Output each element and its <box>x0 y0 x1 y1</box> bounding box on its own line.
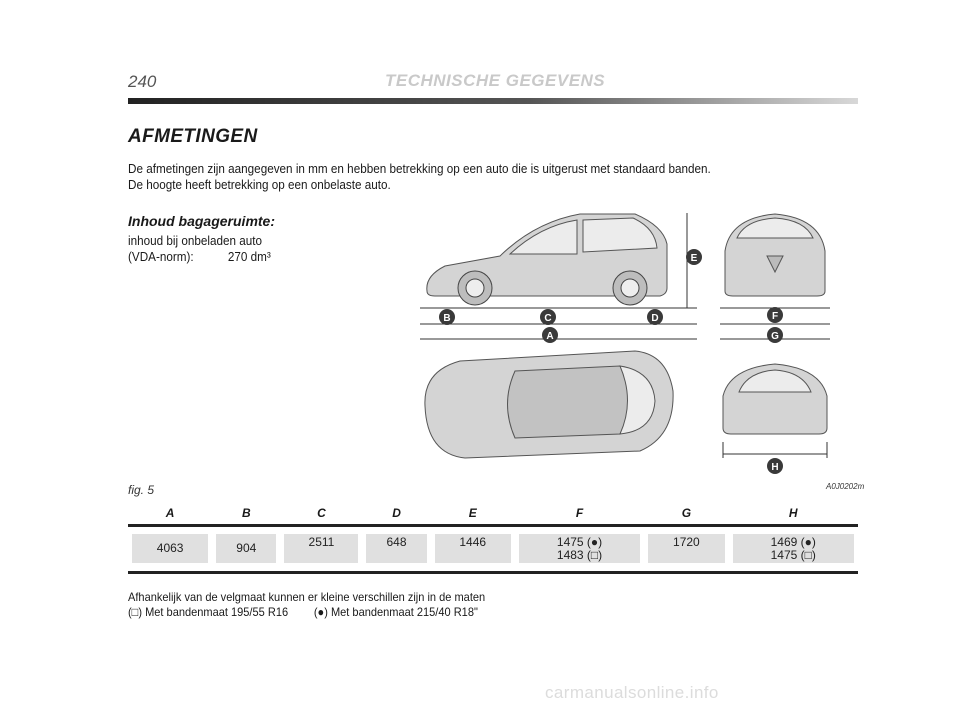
table-header-row <box>128 502 858 526</box>
dimensions-table <box>128 502 858 574</box>
front-view-car <box>725 214 825 296</box>
watermark: carmanualsonline.info <box>545 683 719 702</box>
bagage-value: 270 dm³ <box>227 249 271 264</box>
table-cell: 2511 <box>284 534 358 563</box>
col-header: A <box>128 502 212 526</box>
col-header: F <box>515 502 644 526</box>
footnote-line-1: Afhankelijk van de velgmaat kunnen er kleine verschillen zijn in de maten <box>128 590 486 604</box>
bagage-text <box>128 233 271 265</box>
footnote-r18: (●) Met bandenmaat 215/40 R18" <box>313 605 478 619</box>
col-header: B <box>212 502 280 526</box>
top-view-car <box>425 351 673 458</box>
footnote <box>128 590 485 620</box>
col-header: G <box>644 502 728 526</box>
marker-B <box>439 309 455 325</box>
intro-line-1: De afmetingen zijn aangegeven in mm en hebben betrekking op een auto die is uitgerust met standaard banden. <box>128 161 711 176</box>
bagage-heading: Inhoud bagageruimte: <box>128 213 275 229</box>
svg-text:A: A <box>546 331 554 342</box>
bagage-norm-label: (VDA-norm): <box>128 249 194 264</box>
footnote-r16: (□) Met bandenmaat 195/55 R16 <box>128 605 289 619</box>
rear-view-car <box>723 364 827 434</box>
page-number: 240 <box>128 72 157 91</box>
figure-label: fig. 5 <box>128 483 155 497</box>
table-cell: 4063 <box>132 534 208 563</box>
svg-text:F: F <box>771 311 779 322</box>
svg-text:D: D <box>651 313 659 324</box>
table-cell: 648 <box>366 534 426 563</box>
page-title: AFMETINGEN <box>128 126 258 147</box>
header-rule <box>128 98 858 104</box>
marker-G <box>767 327 783 343</box>
table-cell: 1469 (●) 1475 (□) <box>733 534 854 563</box>
col-header: C <box>280 502 362 526</box>
table-row <box>128 526 858 573</box>
svg-text:C: C <box>544 313 552 324</box>
table-cell: 1446 <box>435 534 511 563</box>
marker-H <box>767 458 783 474</box>
marker-D <box>647 309 663 325</box>
marker-F <box>767 307 783 323</box>
dimension-figure <box>405 196 850 482</box>
col-header: H <box>729 502 858 526</box>
marker-C <box>540 309 556 325</box>
figure-code: A0J0202m <box>826 482 865 491</box>
svg-text:B: B <box>443 313 451 324</box>
svg-text:E: E <box>690 253 698 264</box>
intro-line-2: De hoogte heeft betrekking op een onbelaste auto. <box>128 177 391 192</box>
marker-E <box>686 249 702 265</box>
table-cell: 1475 (●) 1483 (□) <box>519 534 640 563</box>
bagage-line-1: inhoud bij onbeladen auto <box>128 233 263 248</box>
section-title: TECHNISCHE GEGEVENS <box>385 71 606 90</box>
svg-text:G: G <box>771 331 779 342</box>
table-cell: 1720 <box>648 534 724 563</box>
table-cell: 904 <box>216 534 276 563</box>
col-header: D <box>362 502 430 526</box>
intro-text <box>128 161 711 193</box>
marker-A <box>542 327 558 343</box>
col-header: E <box>431 502 515 526</box>
svg-text:H: H <box>771 462 779 473</box>
